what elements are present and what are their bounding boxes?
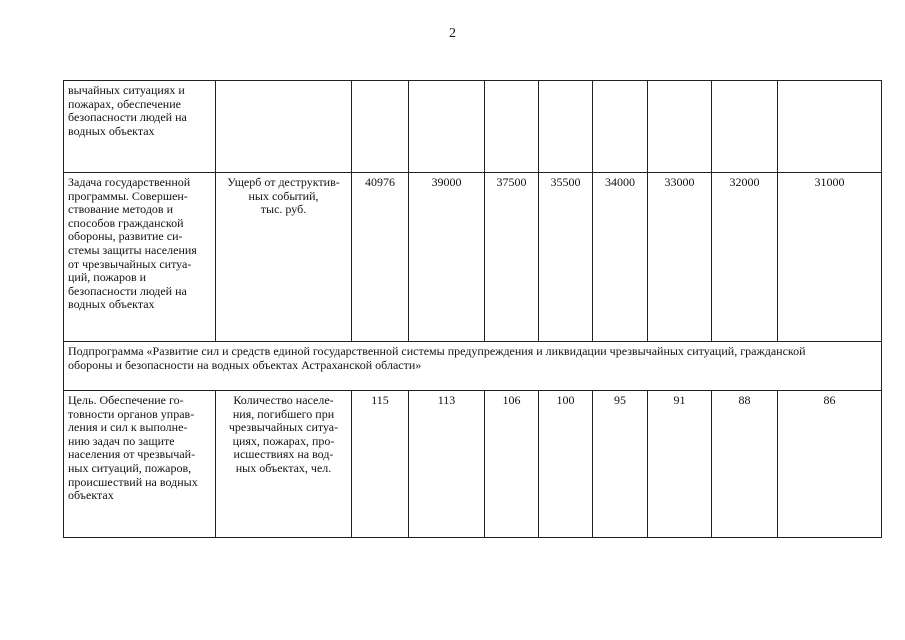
- row-name-line: происшествий на водных: [68, 474, 198, 489]
- value-cell: 34000: [593, 173, 648, 342]
- row-name-line: объектах: [68, 488, 114, 503]
- table-row: [64, 173, 882, 342]
- value-cell: [593, 81, 648, 173]
- value-cell: 113: [409, 391, 485, 538]
- value-cell: [485, 81, 539, 173]
- row-name-line: ления и сил к выполне-: [68, 420, 188, 435]
- indicators-table: [63, 80, 882, 538]
- value-cell: [409, 81, 485, 173]
- value-cell: 35500: [539, 173, 593, 342]
- row-name-line: ствование методов и: [68, 202, 174, 217]
- value-cell: 95: [593, 391, 648, 538]
- row-name-line: ций, пожаров и: [68, 270, 147, 285]
- row-name-line: Задача государственной: [68, 175, 191, 189]
- row-name-line: нию задач по защите: [68, 433, 175, 448]
- indicator-line: чрезвычайных ситуа-: [228, 420, 339, 435]
- row-name-line: программы. Совершен-: [68, 188, 188, 203]
- value-cell: 39000: [409, 173, 485, 342]
- indicator-cell: [216, 173, 352, 342]
- row-name-line: водных объектах: [68, 297, 155, 312]
- value-cell: 88: [712, 391, 778, 538]
- row-name-line: вычайных ситуациях и: [68, 83, 185, 97]
- subprogram-cell: [64, 342, 882, 391]
- subprogram-line: обороны и безопасности на водных объектах Астраханской области»: [68, 357, 422, 372]
- row-name-line: от чрезвычайных ситуа-: [68, 256, 192, 271]
- row-name-line: ных ситуаций, пожаров,: [68, 460, 192, 475]
- row-name-cell: [64, 391, 216, 538]
- row-name-line: пожарах, обеспечение: [68, 96, 181, 111]
- page-number: 2: [449, 26, 456, 41]
- indicator-line: Количество населе-: [233, 393, 334, 407]
- value-cell: 31000: [778, 173, 882, 342]
- row-name-line: способов гражданской: [68, 215, 184, 230]
- row-name-line: товности органов управ-: [68, 406, 195, 421]
- table-row: [64, 81, 882, 173]
- value-cell: [352, 81, 409, 173]
- indicator-line: исшествиях на вод-: [233, 447, 334, 462]
- indicator-line: Ущерб от деструктив-: [227, 175, 340, 189]
- row-name-line: водных объектах: [68, 123, 155, 138]
- row-name-cell: [64, 81, 216, 173]
- indicator-line: ных событий,: [248, 188, 319, 203]
- indicator-line: ния, погибшего при: [232, 406, 335, 421]
- value-cell: 106: [485, 391, 539, 538]
- indicator-line: тыс. руб.: [260, 202, 307, 217]
- subprogram-row: [64, 342, 882, 391]
- row-name-line: безопасности людей на: [68, 283, 187, 298]
- indicator-cell: [216, 391, 352, 538]
- value-cell: [648, 81, 712, 173]
- value-cell: 32000: [712, 173, 778, 342]
- row-name-line: обороны, развитие си-: [68, 229, 183, 244]
- subprogram-line: Подпрограмма «Развитие сил и средств единой государственной системы предупреждения и ликвидации чрезвычайных ситуаций, гражданской: [68, 344, 806, 358]
- value-cell: [778, 81, 882, 173]
- row-name-cell: [64, 173, 216, 342]
- value-cell: 33000: [648, 173, 712, 342]
- row-name-line: населения от чрезвычай-: [68, 447, 196, 462]
- value-cell: 115: [352, 391, 409, 538]
- value-cell: [539, 81, 593, 173]
- value-cell: 100: [539, 391, 593, 538]
- table-row: [64, 391, 882, 538]
- value-cell: 86: [778, 391, 882, 538]
- value-cell: 37500: [485, 173, 539, 342]
- value-cell: [712, 81, 778, 173]
- indicator-line: ных объектах, чел.: [235, 460, 332, 475]
- indicator-line: циях, пожарах, про-: [232, 433, 335, 448]
- indicator-cell: [216, 81, 352, 173]
- row-name-line: безопасности людей на: [68, 110, 187, 125]
- row-name-line: стемы защиты населения: [68, 242, 197, 257]
- value-cell: 40976: [352, 173, 409, 342]
- row-name-line: Цель. Обеспечение го-: [68, 393, 184, 407]
- value-cell: 91: [648, 391, 712, 538]
